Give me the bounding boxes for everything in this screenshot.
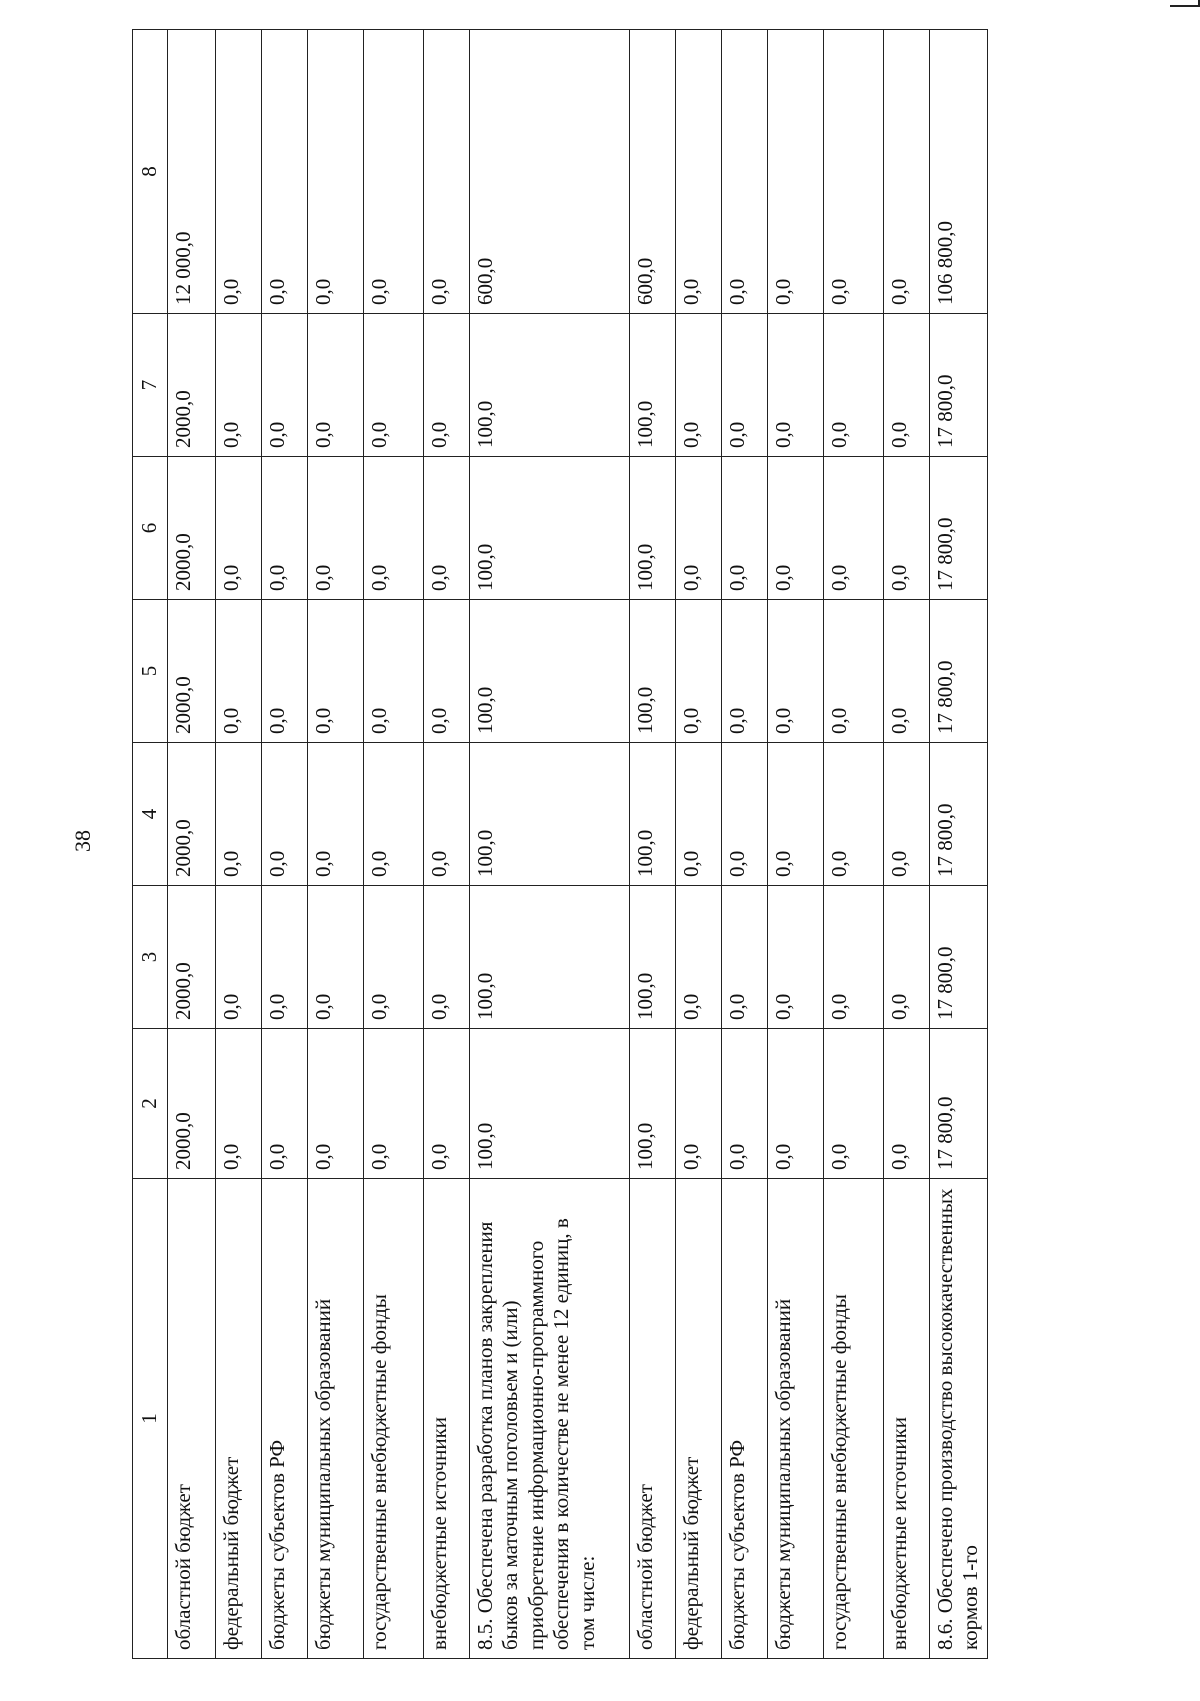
value-cell: 0,0	[423, 1029, 469, 1179]
value-cell: 0,0	[261, 30, 307, 314]
value-cell: 0,0	[767, 600, 823, 743]
value-cell: 0,0	[363, 743, 423, 886]
value-cell: 17 800,0	[929, 457, 987, 600]
value-cell: 0,0	[883, 1029, 929, 1179]
row-label: внебюджетные источники	[423, 1179, 469, 1659]
value-cell: 0,0	[823, 600, 883, 743]
table-row	[363, 30, 423, 1659]
value-cell: 0,0	[767, 886, 823, 1029]
value-cell: 100,0	[469, 886, 629, 1029]
row-label: государственные внебюджетные фонды	[823, 1179, 883, 1659]
value-cell: 0,0	[883, 314, 929, 457]
row-label: бюджеты муниципальных образований	[767, 1179, 823, 1659]
value-cell: 0,0	[261, 886, 307, 1029]
value-cell: 12 000,0	[167, 30, 215, 314]
header-cell: 7	[133, 314, 168, 457]
value-cell: 0,0	[675, 886, 721, 1029]
value-cell: 0,0	[215, 457, 261, 600]
value-cell: 100,0	[629, 600, 675, 743]
value-cell: 0,0	[363, 886, 423, 1029]
value-cell: 17 800,0	[929, 600, 987, 743]
value-cell: 0,0	[363, 1029, 423, 1179]
value-cell: 100,0	[469, 743, 629, 886]
table-row	[167, 30, 215, 1659]
value-cell: 100,0	[629, 314, 675, 457]
value-cell: 17 800,0	[929, 743, 987, 886]
value-cell: 0,0	[823, 457, 883, 600]
value-cell: 0,0	[675, 457, 721, 600]
table-row	[883, 30, 929, 1659]
value-cell: 0,0	[823, 1029, 883, 1179]
value-cell: 0,0	[261, 1029, 307, 1179]
value-cell: 0,0	[423, 30, 469, 314]
value-cell: 0,0	[721, 1029, 767, 1179]
value-cell: 0,0	[823, 314, 883, 457]
row-label: 8.5. Обеспечена разработка планов закрепления быков за маточным поголовьем и (или) приобретение информационно-программного обеспечения в количестве не менее 12 единиц, в том числе:	[469, 1179, 629, 1659]
value-cell: 100,0	[629, 457, 675, 600]
value-cell: 0,0	[363, 600, 423, 743]
table-row	[629, 30, 675, 1659]
value-cell: 0,0	[675, 743, 721, 886]
value-cell: 0,0	[823, 886, 883, 1029]
value-cell: 0,0	[675, 314, 721, 457]
value-cell: 0,0	[215, 30, 261, 314]
value-cell: 0,0	[363, 30, 423, 314]
value-cell: 0,0	[721, 743, 767, 886]
value-cell: 0,0	[261, 457, 307, 600]
value-cell: 0,0	[215, 314, 261, 457]
table-row	[721, 30, 767, 1659]
value-cell: 100,0	[629, 1029, 675, 1179]
header-cell: 6	[133, 457, 168, 600]
value-cell: 0,0	[307, 1029, 363, 1179]
value-cell: 17 800,0	[929, 886, 987, 1029]
value-cell: 2000,0	[167, 886, 215, 1029]
value-cell: 0,0	[423, 600, 469, 743]
row-label: внебюджетные источники	[883, 1179, 929, 1659]
value-cell: 17 800,0	[929, 314, 987, 457]
value-cell: 0,0	[767, 457, 823, 600]
table-row	[215, 30, 261, 1659]
value-cell: 100,0	[629, 886, 675, 1029]
table-row	[261, 30, 307, 1659]
value-cell: 0,0	[307, 457, 363, 600]
header-cell: 4	[133, 743, 168, 886]
row-label: бюджеты субъектов РФ	[261, 1179, 307, 1659]
value-cell: 0,0	[675, 1029, 721, 1179]
header-cell: 5	[133, 600, 168, 743]
page-number: 38	[70, 830, 95, 852]
value-cell: 0,0	[307, 314, 363, 457]
value-cell: 0,0	[721, 30, 767, 314]
value-cell: 0,0	[215, 743, 261, 886]
value-cell: 100,0	[469, 1029, 629, 1179]
row-label: бюджеты субъектов РФ	[721, 1179, 767, 1659]
table-body	[167, 30, 987, 1659]
value-cell: 0,0	[767, 314, 823, 457]
value-cell: 600,0	[469, 30, 629, 314]
header-cell: 1	[133, 1179, 168, 1659]
table-row	[307, 30, 363, 1659]
budget-table	[132, 29, 988, 1659]
value-cell: 0,0	[883, 743, 929, 886]
value-cell: 0,0	[307, 30, 363, 314]
header-cell: 8	[133, 30, 168, 314]
header-cell: 2	[133, 1029, 168, 1179]
value-cell: 2000,0	[167, 457, 215, 600]
value-cell: 2000,0	[167, 1029, 215, 1179]
value-cell: 2000,0	[167, 600, 215, 743]
value-cell: 0,0	[767, 743, 823, 886]
value-cell: 0,0	[883, 457, 929, 600]
value-cell: 0,0	[363, 457, 423, 600]
value-cell: 0,0	[675, 30, 721, 314]
row-label: областной бюджет	[629, 1179, 675, 1659]
value-cell: 0,0	[307, 886, 363, 1029]
table-row	[929, 30, 987, 1659]
value-cell: 0,0	[823, 30, 883, 314]
value-cell: 2000,0	[167, 314, 215, 457]
value-cell: 0,0	[675, 600, 721, 743]
value-cell: 0,0	[423, 314, 469, 457]
header-cell: 3	[133, 886, 168, 1029]
margin-mark	[1170, 5, 1200, 7]
value-cell: 0,0	[423, 886, 469, 1029]
value-cell: 106 800,0	[929, 30, 987, 314]
value-cell: 600,0	[629, 30, 675, 314]
value-cell: 0,0	[215, 1029, 261, 1179]
value-cell: 0,0	[215, 886, 261, 1029]
table-row	[675, 30, 721, 1659]
value-cell: 0,0	[721, 314, 767, 457]
value-cell: 0,0	[261, 314, 307, 457]
value-cell: 0,0	[307, 743, 363, 886]
value-cell: 0,0	[767, 30, 823, 314]
value-cell: 0,0	[423, 743, 469, 886]
row-label: областной бюджет	[167, 1179, 215, 1659]
value-cell: 0,0	[261, 743, 307, 886]
value-cell: 0,0	[307, 600, 363, 743]
header-row	[133, 30, 168, 1659]
value-cell: 0,0	[363, 314, 423, 457]
row-label: бюджеты муниципальных образований	[307, 1179, 363, 1659]
value-cell: 0,0	[721, 600, 767, 743]
value-cell: 0,0	[883, 600, 929, 743]
value-cell: 0,0	[261, 600, 307, 743]
row-label: федеральный бюджет	[215, 1179, 261, 1659]
value-cell: 0,0	[823, 743, 883, 886]
value-cell: 0,0	[883, 30, 929, 314]
value-cell: 0,0	[721, 886, 767, 1029]
value-cell: 100,0	[469, 600, 629, 743]
value-cell: 100,0	[629, 743, 675, 886]
row-label: федеральный бюджет	[675, 1179, 721, 1659]
value-cell: 0,0	[215, 600, 261, 743]
value-cell: 2000,0	[167, 743, 215, 886]
value-cell: 0,0	[883, 886, 929, 1029]
table-row	[823, 30, 883, 1659]
row-label: 8.6. Обеспечено производство высококачественных кормов 1-го	[929, 1179, 987, 1659]
value-cell: 17 800,0	[929, 1029, 987, 1179]
table-row	[469, 30, 629, 1659]
value-cell: 0,0	[721, 457, 767, 600]
table-row	[423, 30, 469, 1659]
value-cell: 100,0	[469, 457, 629, 600]
table-row	[767, 30, 823, 1659]
value-cell: 100,0	[469, 314, 629, 457]
row-label: государственные внебюджетные фонды	[363, 1179, 423, 1659]
value-cell: 0,0	[767, 1029, 823, 1179]
value-cell: 0,0	[423, 457, 469, 600]
